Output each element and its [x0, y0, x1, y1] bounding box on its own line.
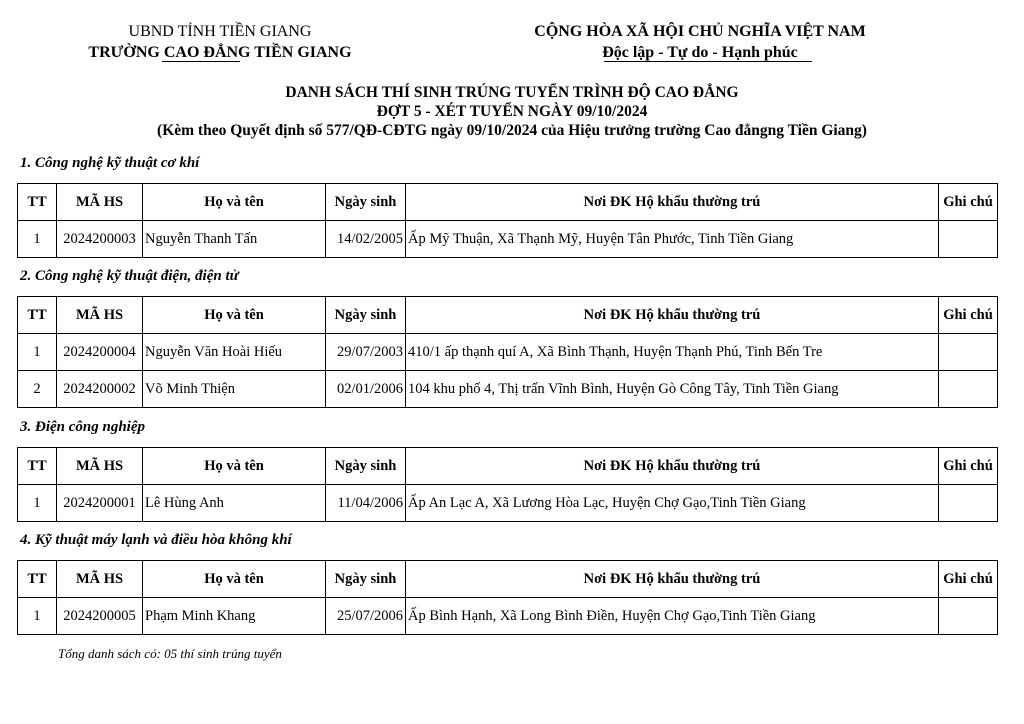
cell-ma-hs: 2024200004 [57, 334, 143, 371]
org-parent: UBND TỈNH TIỀN GIANG [128, 23, 312, 40]
org-underline [162, 61, 240, 62]
col-header-ghi-chu: Ghi chú [939, 184, 998, 221]
col-header-ma-hs: MÃ HS [57, 184, 143, 221]
cell-tt: 1 [18, 334, 57, 371]
section-title: 4. Kỹ thuật máy lạnh và điều hòa không khí [20, 532, 292, 548]
table-header-row [18, 184, 998, 221]
table-header-row [18, 448, 998, 485]
cell-ghi-chu [939, 334, 998, 371]
table-header-row [18, 297, 998, 334]
cell-ho-ten: Phạm Minh Khang [143, 598, 326, 635]
section-table [17, 447, 998, 522]
cell-ghi-chu [939, 221, 998, 258]
col-header-ho-ten: Họ và tên [143, 448, 326, 485]
cell-dia-chi: 104 khu phố 4, Thị trấn Vĩnh Bình, Huyện Gò Công Tây, Tinh Tiền Giang [406, 371, 939, 408]
section-table [17, 183, 998, 258]
cell-dia-chi: Ấp An Lạc A, Xã Lương Hòa Lạc, Huyện Chợ Gạo,Tinh Tiền Giang [406, 485, 939, 522]
col-header-tt: TT [18, 297, 57, 334]
col-header-ngay-sinh: Ngày sinh [326, 561, 406, 598]
document-reference: (Kèm theo Quyết định số 577/QĐ-CĐTG ngày 09/10/2024 của Hiệu trưởng trường Cao đẳngng Tiền Giang) [157, 122, 867, 139]
cell-ngay-sinh: 29/07/2003 [326, 334, 406, 371]
col-header-ma-hs: MÃ HS [57, 297, 143, 334]
col-header-ghi-chu: Ghi chú [939, 297, 998, 334]
section-title: 2. Công nghệ kỹ thuật điện, điện tử [20, 268, 239, 284]
document-title: DANH SÁCH THÍ SINH TRÚNG TUYỂN TRÌNH ĐỘ CAO ĐẲNG [285, 84, 739, 101]
cell-tt: 1 [18, 485, 57, 522]
cell-ghi-chu [939, 485, 998, 522]
cell-tt: 1 [18, 598, 57, 635]
cell-ho-ten: Võ Minh Thiện [143, 371, 326, 408]
motto-underline [604, 61, 812, 62]
cell-tt: 2 [18, 371, 57, 408]
table-row [18, 485, 998, 522]
col-header-ghi-chu: Ghi chú [939, 448, 998, 485]
col-header-tt: TT [18, 561, 57, 598]
total-summary: Tổng danh sách có: 05 thí sinh trúng tuyển [58, 646, 282, 661]
col-header-dia-chi: Nơi ĐK Hộ khẩu thường trú [406, 297, 939, 334]
col-header-dia-chi: Nơi ĐK Hộ khẩu thường trú [406, 561, 939, 598]
section-table [17, 560, 998, 635]
col-header-ngay-sinh: Ngày sinh [326, 448, 406, 485]
cell-ghi-chu [939, 371, 998, 408]
section-title: 1. Công nghệ kỹ thuật cơ khí [20, 155, 200, 171]
col-header-ngay-sinh: Ngày sinh [326, 297, 406, 334]
cell-ngay-sinh: 25/07/2006 [326, 598, 406, 635]
table-row [18, 221, 998, 258]
col-header-ghi-chu: Ghi chú [939, 561, 998, 598]
col-header-ho-ten: Họ và tên [143, 184, 326, 221]
col-header-tt: TT [18, 184, 57, 221]
table-row [18, 598, 998, 635]
document-subtitle: ĐỢT 5 - XÉT TUYỂN NGÀY 09/10/2024 [376, 103, 648, 120]
section-title: 3. Điện công nghiệp [20, 419, 146, 435]
cell-ngay-sinh: 11/04/2006 [326, 485, 406, 522]
col-header-dia-chi: Nơi ĐK Hộ khẩu thường trú [406, 184, 939, 221]
cell-dia-chi: Ấp Mỹ Thuận, Xã Thạnh Mỹ, Huyện Tân Phước, Tinh Tiền Giang [406, 221, 939, 258]
table-row [18, 371, 998, 408]
cell-ma-hs: 2024200005 [57, 598, 143, 635]
col-header-ho-ten: Họ và tên [143, 561, 326, 598]
cell-dia-chi: 410/1 ấp thạnh quí A, Xã Bình Thạnh, Huyện Thạnh Phú, Tinh Bến Tre [406, 334, 939, 371]
col-header-ma-hs: MÃ HS [57, 561, 143, 598]
cell-tt: 1 [18, 221, 57, 258]
table-row [18, 334, 998, 371]
cell-ngay-sinh: 14/02/2005 [326, 221, 406, 258]
section-table [17, 296, 998, 408]
col-header-dia-chi: Nơi ĐK Hộ khẩu thường trú [406, 448, 939, 485]
cell-dia-chi: Ấp Bình Hạnh, Xã Long Bình Điền, Huyện Chợ Gạo,Tinh Tiền Giang [406, 598, 939, 635]
cell-ma-hs: 2024200001 [57, 485, 143, 522]
cell-ho-ten: Lê Hùng Anh [143, 485, 326, 522]
col-header-ngay-sinh: Ngày sinh [326, 184, 406, 221]
cell-ma-hs: 2024200002 [57, 371, 143, 408]
col-header-tt: TT [18, 448, 57, 485]
motto: Độc lập - Tự do - Hạnh phúc [602, 44, 798, 61]
cell-ghi-chu [939, 598, 998, 635]
country-name: CỘNG HÒA XÃ HỘI CHỦ NGHĨA VIỆT NAM [534, 23, 866, 40]
cell-ho-ten: Nguyễn Thanh Tấn [143, 221, 326, 258]
org-name: TRƯỜNG CAO ĐẲNG TIỀN GIANG [88, 44, 352, 61]
cell-ma-hs: 2024200003 [57, 221, 143, 258]
cell-ho-ten: Nguyễn Văn Hoài Hiếu [143, 334, 326, 371]
cell-ngay-sinh: 02/01/2006 [326, 371, 406, 408]
table-header-row [18, 561, 998, 598]
col-header-ma-hs: MÃ HS [57, 448, 143, 485]
col-header-ho-ten: Họ và tên [143, 297, 326, 334]
